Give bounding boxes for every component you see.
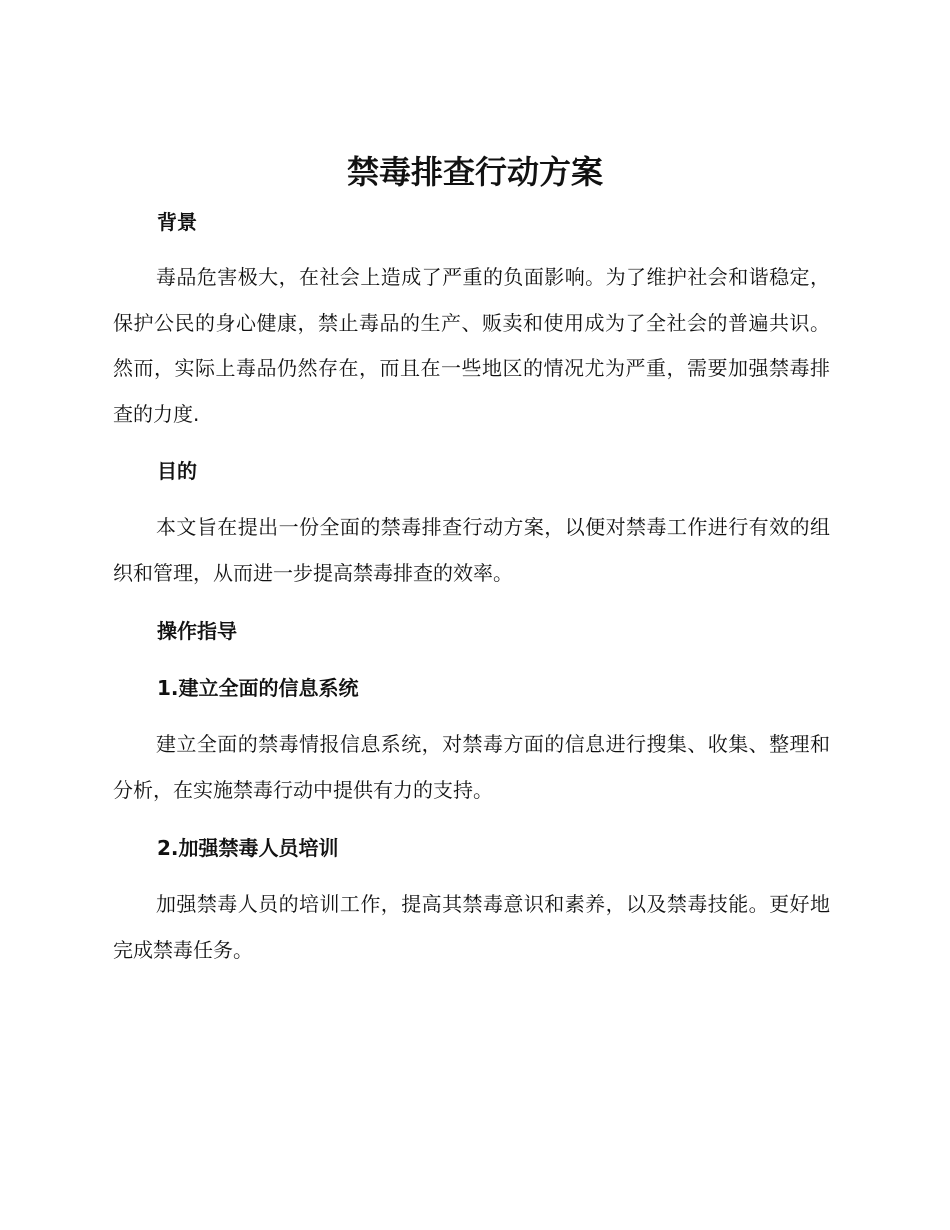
section-heading-purpose: 目的 xyxy=(157,459,197,483)
section-body-staff-training: 加强禁毒人员的培训工作，提高其禁毒意识和素养，以及禁毒技能。更好地完成禁毒任务。 xyxy=(113,892,830,962)
document-title: 禁毒排查行动方案 xyxy=(346,153,603,191)
section-body-background: 毒品危害极大，在社会上造成了严重的负面影响。为了维护社会和谐稳定，保护公民的身心健康，禁止毒品的生产、贩卖和使用成为了全社会的普遍共识。然而，实际上毒品仍然存在，而且在一些地区的情况尤为严重，需要加强禁毒排查的力度. xyxy=(113,265,830,426)
section-body-purpose: 本文旨在提出一份全面的禁毒排查行动方案，以便对禁毒工作进行有效的组织和管理，从而进一步提高禁毒排查的效率。 xyxy=(113,515,830,585)
section-body-info-system: 建立全面的禁毒情报信息系统，对禁毒方面的信息进行搜集、收集、整理和分析，在实施禁毒行动中提供有力的支持。 xyxy=(113,732,830,802)
section-heading-operation-guide: 操作指导 xyxy=(157,619,237,643)
section-heading-staff-training: 2.加强禁毒人员培训 xyxy=(157,836,339,860)
section-heading-info-system: 1.建立全面的信息系统 xyxy=(157,676,359,700)
section-heading-background: 背景 xyxy=(157,210,197,234)
